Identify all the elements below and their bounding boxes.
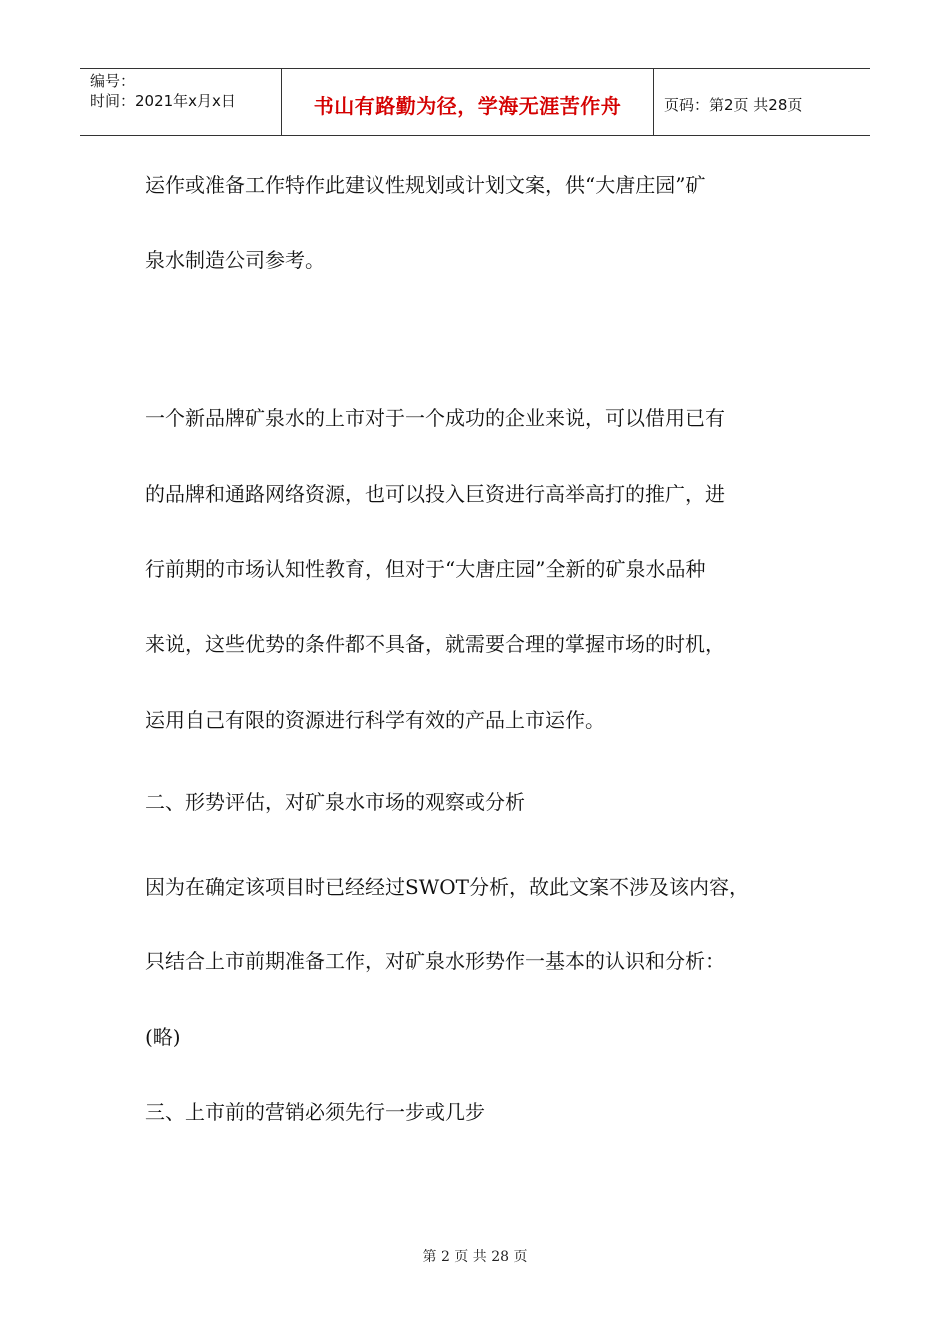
document-time: 时间：2021年x月x日 <box>90 92 236 110</box>
page-header <box>80 68 870 136</box>
page-footer: 第 2 页 共 28 页 <box>422 1249 528 1265</box>
paragraph-line: 因为在确定该项目时已经经过SWOT分析，故此文案不涉及该内容， <box>145 875 749 899</box>
paragraph-line: 运作或准备工作特作此建议性规划或计划文案，供“大唐庄园”矿 <box>145 173 706 197</box>
header-motto-cell <box>282 69 654 135</box>
document-number: 编号： <box>90 72 136 90</box>
paragraph-line: 泉水制造公司参考。 <box>145 248 325 272</box>
paragraph-line: 只结合上市前期准备工作，对矿泉水形势作一基本的认识和分析： <box>145 949 725 973</box>
header-meta <box>80 69 282 135</box>
paragraph-line: 行前期的市场认知性教育，但对于“大唐庄园”全新的矿泉水品种 <box>145 557 706 581</box>
paragraph-line: 运用自己有限的资源进行科学有效的产品上市运作。 <box>145 708 605 732</box>
header-page-info: 页码：第2页 共28页 <box>664 95 803 114</box>
header-motto: 书山有路勤为径，学海无涯苦作舟 <box>313 93 622 118</box>
paragraph-line: 的品牌和通路网络资源，也可以投入巨资进行高举高打的推广，进 <box>145 482 725 506</box>
section-heading: 二、形势评估，对矿泉水市场的观察或分析 <box>145 790 525 814</box>
section-heading: 三、上市前的营销必须先行一步或几步 <box>145 1100 485 1124</box>
paragraph-line: (略) <box>145 1025 181 1049</box>
paragraph-line: 来说，这些优势的条件都不具备，就需要合理的掌握市场的时机， <box>145 632 725 656</box>
paragraph-line: 一个新品牌矿泉水的上市对于一个成功的企业来说，可以借用已有 <box>145 406 725 430</box>
